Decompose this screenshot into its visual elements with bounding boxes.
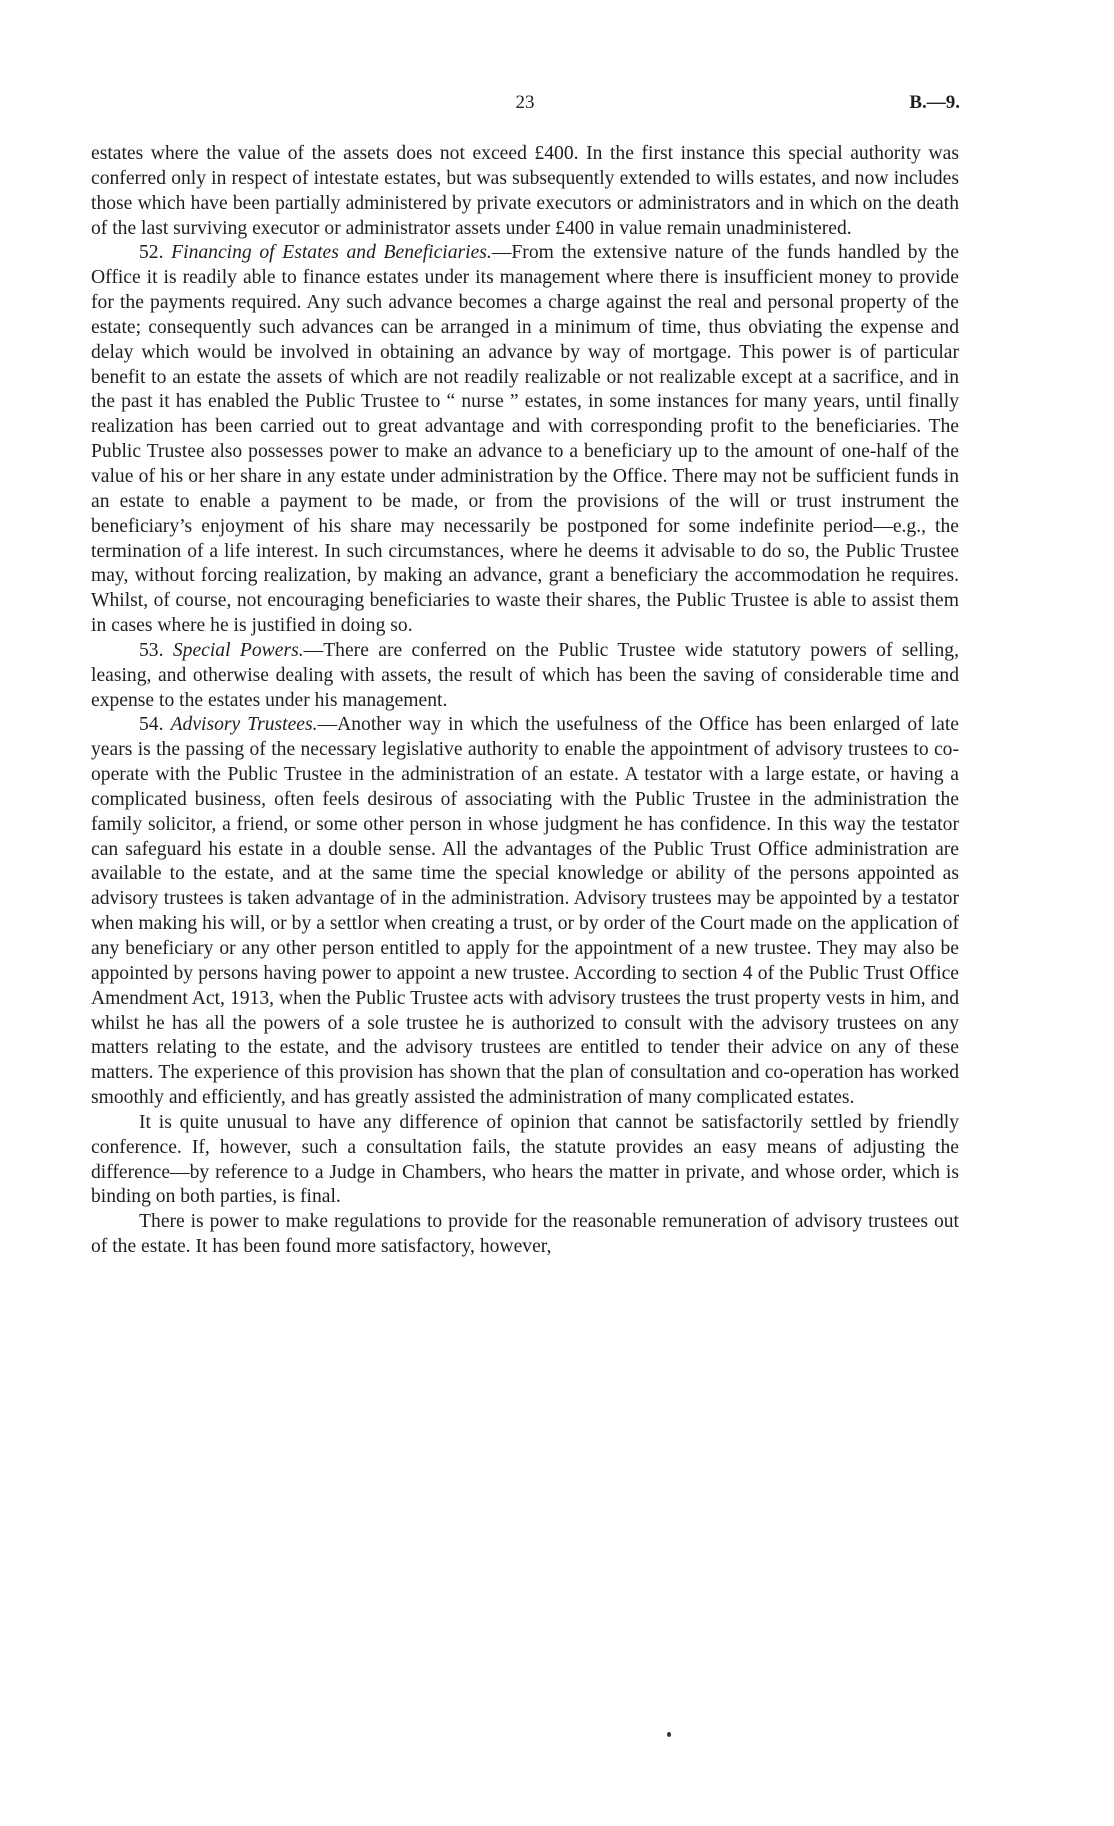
section-53	[91, 639, 959, 714]
section-heading: Special Powers.	[172, 639, 304, 661]
section-52	[91, 241, 959, 639]
paragraph-difference-of-opinion	[91, 1111, 959, 1210]
section-text: —There are conferred on the Public Trustee wide statutory powers of selling, leasing, and otherwise dealing with assets, the result of which has been the saving of considerable time and expense to the estates under his management.	[91, 639, 959, 711]
paragraph-continuation	[91, 142, 959, 241]
section-number: 54.	[139, 714, 164, 736]
page-number: 23	[515, 92, 535, 113]
section-54	[91, 713, 959, 1111]
print-speck	[667, 1732, 671, 1737]
paragraph-text: estates where the value of the assets does not exceed £400. In the first instance this special authority was conferred only in respect of intestate estates, but was subsequently extended to wills estates, and now includes those which have been partially administered by private executors or administrators and in which on the death of the last surviving executor or administrator assets under £400 in value remain unadministered.	[91, 143, 959, 239]
section-text: —From the extensive nature of the funds handled by the Office it is readily able to finance estates under its management where there is insufficient money to provide for the payments required. Any such advance becomes a charge against the real and personal property of the estate; consequently such advances can be arranged in a minimum of time, thus obviating the expense and delay which would be involved in obtaining an advance by way of mortgage. This power is of particular benefit to an estate the assets of which are not readily realizable or not realizable except at a sacrifice, and in the past it has enabled the Public Trustee to “ nurse ” estates, in some instances for many years, until finally realization has been carried out to great advantage and with corresponding profit to the beneficiaries. The Public Trustee also possesses power to make an advance to a beneficiary up to the amount of one-half of the value of his or her share in any estate under administration by the Office. There may not be sufficient funds in an estate to enable a payment to be made, or from the provisions of the will or trust instrument the beneficiary’s enjoyment of his share may necessarily be postponed for some indefinite period—e.g., the termination of a life interest. In such circumstances, where he deems it advisable to do so, the Public Trustee may, without forcing realization, by making an advance, grant a beneficiary the accommodation he requires. Whilst, of course, not encouraging beneficiaries to waste their shares, the Public Trustee is able to assist them in cases where he is justified in doing so.	[91, 242, 959, 637]
section-heading: Financing of Estates and Beneficiaries.	[171, 242, 492, 264]
section-number: 52.	[139, 242, 164, 264]
paragraph-text: There is power to make regulations to provide for the reasonable remuneration of advisory trustees out of the estate. It has been found more satisfactory, however,	[91, 1211, 959, 1258]
section-heading: Advisory Trustees.	[170, 714, 318, 736]
section-number: 53.	[139, 639, 164, 661]
page-header	[90, 92, 960, 116]
section-text: —Another way in which the usefulness of the Office has been enlarged of late years is the passing of the necessary legislative authority to enable the appointment of advisory trustees to co-operate with the Public Trustee in the administration of an estate. A testator with a large estate, or having a complicated business, often feels desirous of associating with the Public Trustee in the administration the family solicitor, a friend, or some other person in whose judgment he has confidence. In this way the testator can safeguard his estate in a double sense. All the advantages of the Public Trust Office administration are available to the estate, and at the same time the special knowledge or ability of the persons appointed as advisory trustees is taken advantage of in the administration. Advisory trustees may be appointed by a testator when making his will, or by a settlor when creating a trust, or by order of the Court made on the application of any beneficiary or any other person entitled to apply for the appointment of a new trustee. They may also be appointed by persons having power to appoint a new trustee. According to section 4 of the Public Trust Office Amendment Act, 1913, when the Public Trustee acts with advisory trustees the trust property vests in him, and whilst he has all the powers of a sole trustee he is authorized to consult with the advisory trustees on any matters relating to the estate, and the advisory trustees are entitled to tender their advice on any of these matters. The experience of this provision has shown that the plan of consultation and co-operation has worked smoothly and efficiently, and has greatly assisted the administration of many complicated estates.	[91, 714, 959, 1109]
body-text	[91, 142, 959, 1260]
paragraph-text: It is quite unusual to have any difference of opinion that cannot be satisfactorily settled by friendly conference. If, however, such a consultation fails, the statute provides an easy means of adjusting the difference—by reference to a Judge in Chambers, who hears the matter in private, and whose order, which is binding on both parties, is final.	[91, 1111, 959, 1208]
document-reference: B.—9.	[909, 92, 960, 113]
paragraph-remuneration	[91, 1210, 959, 1260]
